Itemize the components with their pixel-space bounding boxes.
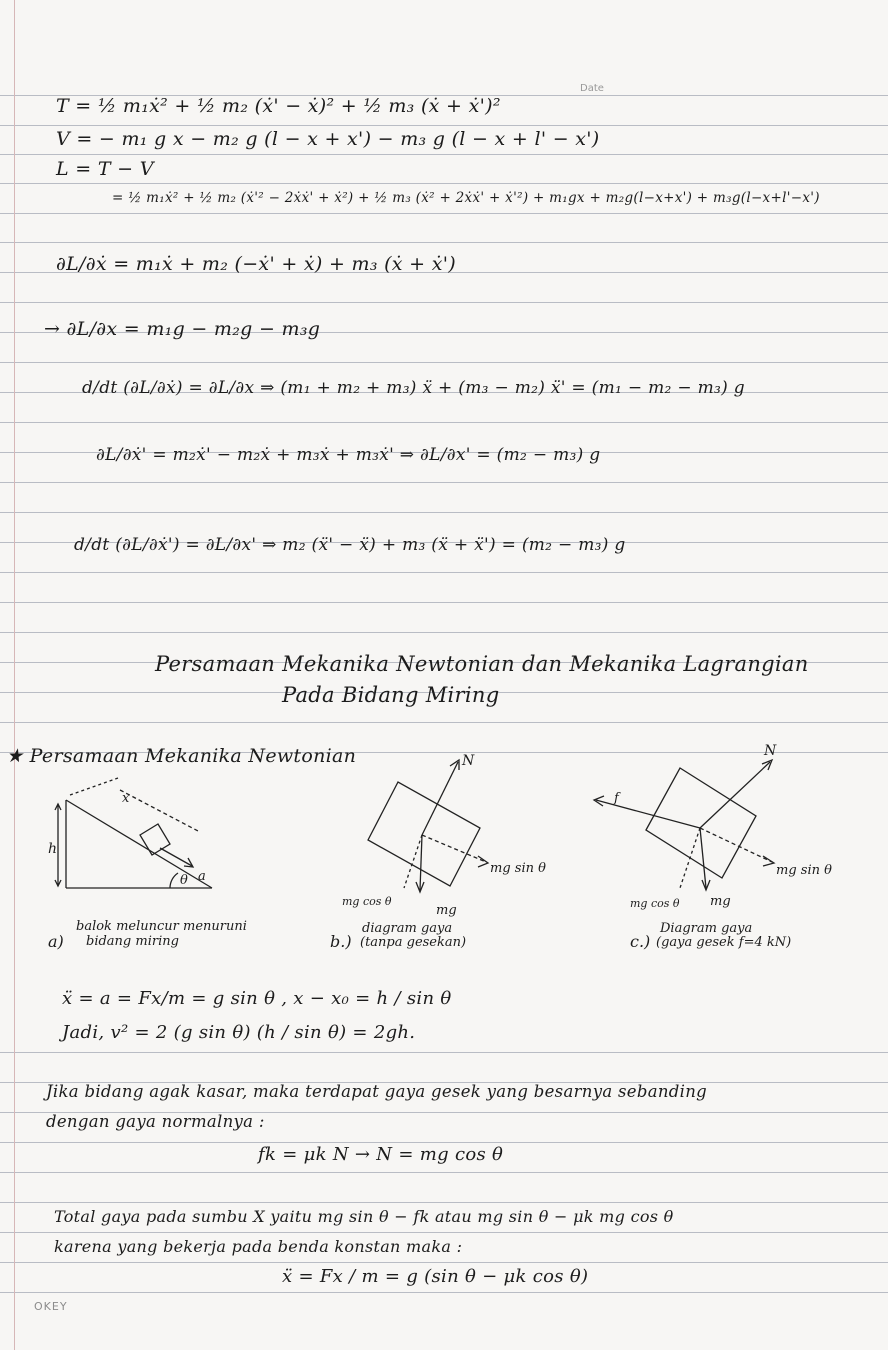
mg-label-c: mg: [710, 894, 731, 909]
mg-cos-label-c: mg cos θ: [630, 897, 680, 910]
friction-label-c: f: [614, 791, 619, 806]
normal-force-label-c: N: [764, 743, 777, 759]
figure-a-caption-2: bidang miring: [86, 934, 179, 949]
dL-dx-eq: → ∂L/∂x = m₁g − m₂g − m₃g: [44, 318, 321, 340]
figure-a-prefix: a): [48, 932, 64, 951]
euler-lagrange-x-eq: d/dt (∂L/∂ẋ) = ∂L/∂x ⇒ (m₁ + m₂ + m₃) ẍ + (m₃ − m₂) ẍ' = (m₁ − m₂ − m₃) g: [82, 378, 745, 398]
potential-energy-eq: V = − m₁ g x − m₂ g (l − x + x') − m₃ g (l − x + l' − x'): [56, 128, 600, 150]
normal-force-label-b: N: [462, 753, 475, 769]
mg-sin-label-b: mg sin θ: [490, 861, 546, 876]
lagrangian-eq: L = T − V: [56, 158, 154, 180]
dL-dxprime-dot-eq: ∂L/∂ẋ' = m₂ẋ' − m₂ẋ + m₃ẋ + m₃ẋ' ⇒ ∂L/∂x' = (m₂ − m₃) g: [96, 445, 601, 465]
velocity-eq: Jadi, v² = 2 (g sin θ) (h / sin θ) = 2gh.: [62, 1022, 416, 1043]
acceleration-friction-eq: ẍ = Fx / m = g (sin θ − μk cos θ): [282, 1266, 589, 1287]
mg-sin-label-c: mg sin θ: [776, 863, 832, 878]
x-label: x: [122, 791, 130, 806]
friction-text-2: dengan gaya normalnya :: [46, 1112, 265, 1131]
section-subtitle: Pada Bidang Miring: [282, 683, 500, 707]
friction-eq: fk = μk N → N = mg cos θ: [258, 1144, 504, 1165]
figure-b-prefix: b.): [330, 932, 352, 951]
figure-a-caption-1: balok meluncur menuruni: [76, 919, 247, 934]
dL-dxdot-eq: ∂L/∂ẋ = m₁ẋ + m₂ (−ẋ' + ẋ) + m₃ (ẋ + ẋ'): [56, 253, 456, 275]
accel-label: a: [198, 869, 206, 884]
lagrangian-expanded-eq: = ½ m₁ẋ² + ½ m₂ (ẋ'² − 2ẋẋ' + ẋ²) + ½ m₃ (ẋ² + 2ẋẋ' + ẋ'²) + m₁gx + m₂g(l−x+x') + m₃g(l−x+l'−x'): [112, 190, 820, 206]
figure-c-caption-2: (gaya gesek f=4 kN): [656, 935, 792, 950]
euler-lagrange-xprime-eq: d/dt (∂L/∂ẋ') = ∂L/∂x' ⇒ m₂ (ẍ' − ẍ) + m₃ (ẍ + ẍ') = (m₂ − m₃) g: [74, 535, 626, 555]
brand-logo: OKEY: [34, 1300, 68, 1313]
constant-force-text: karena yang bekerja pada benda konstan maka :: [54, 1237, 463, 1256]
height-label: h: [48, 841, 58, 857]
figure-c-caption-1: Diagram gaya: [660, 921, 753, 936]
mg-label-b: mg: [436, 903, 457, 918]
newtonian-heading: ★ Persamaan Mekanika Newtonian: [6, 745, 357, 767]
friction-text-1: Jika bidang agak kasar, maka terdapat gaya gesek yang besarnya sebanding: [46, 1082, 707, 1101]
kinetic-energy-eq: T = ½ m₁ẋ² + ½ m₂ (ẋ' − ẋ)² + ½ m₃ (ẋ + ẋ')²: [56, 95, 501, 117]
total-force-text: Total gaya pada sumbu X yaitu mg sin θ − fk atau mg sin θ − μk mg cos θ: [54, 1207, 674, 1226]
mg-cos-label-b: mg cos θ: [342, 895, 392, 908]
theta-label: θ: [180, 873, 188, 888]
figure-c-prefix: c.): [630, 932, 651, 951]
figure-b-caption-1: diagram gaya: [362, 921, 453, 936]
date-label: Date: [580, 83, 604, 94]
acceleration-eq: ẍ = a = Fx/m = g sin θ , x − x₀ = h / sin θ: [62, 988, 452, 1009]
section-title: Persamaan Mekanika Newtonian dan Mekanika Lagrangian: [155, 652, 809, 676]
figure-b-caption-2: (tanpa gesekan): [360, 935, 467, 950]
